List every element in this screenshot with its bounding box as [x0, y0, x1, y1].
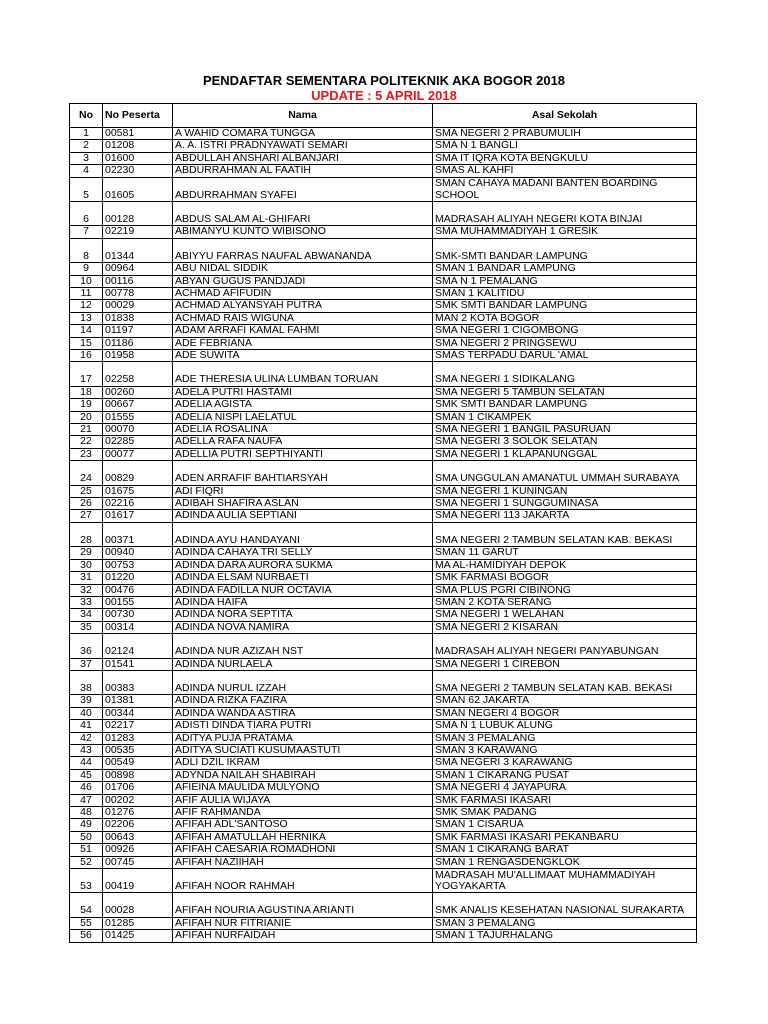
cell-no: 43	[70, 744, 103, 756]
cell-asal-sekolah: SMAN 3 KARAWANG	[433, 744, 697, 756]
table-row	[70, 275, 697, 287]
table-row	[70, 893, 697, 917]
cell-asal-sekolah: SMAN NEGERI 4 BOGOR	[433, 707, 697, 719]
cell-no: 19	[70, 399, 103, 411]
cell-no-peserta: 01208	[103, 140, 173, 152]
cell-nama: ADLI DZIL IKRAM	[173, 757, 433, 769]
cell-no: 10	[70, 275, 103, 287]
cell-asal-sekolah: SMA NEGERI 1 KUNINGAN	[433, 485, 697, 497]
table-row	[70, 362, 697, 386]
table-row	[70, 325, 697, 337]
cell-no: 51	[70, 844, 103, 856]
cell-no: 49	[70, 819, 103, 831]
cell-no-peserta: 02219	[103, 226, 173, 238]
cell-asal-sekolah: SMAN 3 PEMALANG	[433, 917, 697, 929]
cell-no-peserta: 00535	[103, 744, 173, 756]
table-row	[70, 744, 697, 756]
cell-nama: ADIBAH SHAFIRA ASLAN	[173, 498, 433, 510]
table-row	[70, 263, 697, 275]
cell-asal-sekolah: SMK SMTI BANDAR LAMPUNG	[433, 399, 697, 411]
table-row	[70, 140, 697, 152]
cell-asal-sekolah: SMAN 1 CIKARANG PUSAT	[433, 769, 697, 781]
cell-asal-sekolah: SMA N 1 LUBUK ALUNG	[433, 720, 697, 732]
cell-nama: A WAHID COMARA TUNGGA	[173, 128, 433, 140]
cell-no: 14	[70, 325, 103, 337]
table-row	[70, 559, 697, 571]
cell-nama: ADINDA DARA AURORA SUKMA	[173, 559, 433, 571]
cell-no-peserta: 01285	[103, 917, 173, 929]
cell-nama: ADINDA NURLAELA	[173, 658, 433, 670]
cell-asal-sekolah: SMA NEGERI 2 TAMBUN SELATAN KAB. BEKASI	[433, 670, 697, 694]
table-row	[70, 202, 697, 226]
cell-asal-sekolah: SMK FARMASI IKASARI	[433, 794, 697, 806]
cell-no: 15	[70, 337, 103, 349]
cell-no: 7	[70, 226, 103, 238]
cell-asal-sekolah: SMA NEGERI 2 TAMBUN SELATAN KAB. BEKASI	[433, 522, 697, 546]
cell-no-peserta: 01220	[103, 572, 173, 584]
cell-no: 22	[70, 436, 103, 448]
cell-nama: ADE SUWITA	[173, 350, 433, 362]
cell-no-peserta: 01425	[103, 930, 173, 942]
cell-nama: ADINDA NORA SEPTITA	[173, 609, 433, 621]
table-row	[70, 350, 697, 362]
cell-asal-sekolah: SMAN 1 BANDAR LAMPUNG	[433, 263, 697, 275]
cell-nama: ADINDA AYU HANDAYANI	[173, 522, 433, 546]
cell-asal-sekolah: SMA N 1 PEMALANG	[433, 275, 697, 287]
table-row	[70, 621, 697, 633]
table-row	[70, 844, 697, 856]
cell-no: 32	[70, 584, 103, 596]
table-row	[70, 930, 697, 942]
cell-asal-sekolah: SMAN 3 PEMALANG	[433, 732, 697, 744]
cell-nama: AFIEINA MAULIDA MULYONO	[173, 782, 433, 794]
table-row	[70, 769, 697, 781]
cell-no: 25	[70, 485, 103, 497]
cell-no-peserta: 00344	[103, 707, 173, 719]
cell-nama: ADINDA AULIA SEPTIANI	[173, 510, 433, 522]
cell-no: 2	[70, 140, 103, 152]
cell-asal-sekolah: MADRASAH MU'ALLIMAAT MUHAMMADIYAH YOGYAKARTA	[433, 869, 697, 893]
table-row	[70, 806, 697, 818]
cell-asal-sekolah: MA AL-HAMIDIYAH DEPOK	[433, 559, 697, 571]
cell-asal-sekolah: SMA N 1 BANGLI	[433, 140, 697, 152]
table-row	[70, 386, 697, 398]
cell-no: 45	[70, 769, 103, 781]
cell-no-peserta: 02217	[103, 720, 173, 732]
cell-no: 30	[70, 559, 103, 571]
cell-no-peserta: 00476	[103, 584, 173, 596]
cell-no: 21	[70, 424, 103, 436]
cell-no-peserta: 01617	[103, 510, 173, 522]
cell-asal-sekolah: SMAN 1 CIKARANG BARAT	[433, 844, 697, 856]
cell-no: 23	[70, 448, 103, 460]
cell-no: 6	[70, 202, 103, 226]
cell-nama: AFIFAH NOURIA AGUSTINA ARIANTI	[173, 893, 433, 917]
table-row	[70, 917, 697, 929]
cell-asal-sekolah: SMA NEGERI 3 SOLOK SELATAN	[433, 436, 697, 448]
cell-no: 52	[70, 856, 103, 868]
cell-asal-sekolah: SMAN 1 RENGASDENGKLOK	[433, 856, 697, 868]
cell-asal-sekolah: SMA NEGERI 1 BANGIL PASURUAN	[433, 424, 697, 436]
cell-no: 39	[70, 695, 103, 707]
cell-no: 4	[70, 165, 103, 177]
table-row	[70, 658, 697, 670]
cell-no-peserta: 00667	[103, 399, 173, 411]
cell-asal-sekolah: SMAN 2 KOTA SERANG	[433, 596, 697, 608]
cell-asal-sekolah: SMAN 62 JAKARTA	[433, 695, 697, 707]
cell-no: 47	[70, 794, 103, 806]
cell-no: 50	[70, 831, 103, 843]
cell-no-peserta: 00940	[103, 547, 173, 559]
cell-no-peserta: 01381	[103, 695, 173, 707]
cell-nama: ADINDA WANDA ASTIRA	[173, 707, 433, 719]
cell-no-peserta: 00745	[103, 856, 173, 868]
table-row	[70, 485, 697, 497]
cell-no: 18	[70, 386, 103, 398]
table-row	[70, 128, 697, 140]
table-row	[70, 720, 697, 732]
table-row	[70, 411, 697, 423]
cell-asal-sekolah: SMA UNGGULAN AMANATUL UMMAH SURABAYA	[433, 461, 697, 485]
cell-no-peserta: 01283	[103, 732, 173, 744]
cell-nama: ADINDA NUR AZIZAH NST	[173, 634, 433, 658]
cell-nama: ADINDA ELSAM NURBAETI	[173, 572, 433, 584]
cell-asal-sekolah: SMA NEGERI 2 PRABUMULIH	[433, 128, 697, 140]
cell-no: 26	[70, 498, 103, 510]
cell-no-peserta: 00116	[103, 275, 173, 287]
cell-asal-sekolah: SMA NEGERI 113 JAKARTA	[433, 510, 697, 522]
cell-no-peserta: 01344	[103, 238, 173, 262]
cell-no: 55	[70, 917, 103, 929]
cell-no-peserta: 01600	[103, 152, 173, 164]
cell-no-peserta: 01605	[103, 177, 173, 201]
column-header-asal-sekolah: Asal Sekolah	[433, 104, 697, 128]
table-row	[70, 300, 697, 312]
cell-no: 54	[70, 893, 103, 917]
cell-no: 13	[70, 312, 103, 324]
cell-no: 3	[70, 152, 103, 164]
cell-nama: ADINDA CAHAYA TRI SELLY	[173, 547, 433, 559]
cell-no-peserta: 00260	[103, 386, 173, 398]
cell-no-peserta: 00926	[103, 844, 173, 856]
cell-no-peserta: 01675	[103, 485, 173, 497]
table-row	[70, 177, 697, 201]
cell-no-peserta: 01186	[103, 337, 173, 349]
cell-nama: ADINDA NURUL IZZAH	[173, 670, 433, 694]
table-row	[70, 498, 697, 510]
cell-no-peserta: 00314	[103, 621, 173, 633]
cell-asal-sekolah: SMK SMAK PADANG	[433, 806, 697, 818]
cell-nama: ADELA PUTRI HASTAMI	[173, 386, 433, 398]
cell-asal-sekolah: SMK SMTI BANDAR LAMPUNG	[433, 300, 697, 312]
table-row	[70, 238, 697, 262]
update-date: UPDATE : 5 APRIL 2018	[311, 88, 457, 103]
cell-no-peserta: 00128	[103, 202, 173, 226]
table-row	[70, 288, 697, 300]
cell-asal-sekolah: SMAN 1 CISARUA	[433, 819, 697, 831]
table-row	[70, 831, 697, 843]
table-row	[70, 522, 697, 546]
cell-no-peserta: 02206	[103, 819, 173, 831]
cell-nama: ADINDA HAIFA	[173, 596, 433, 608]
table-row	[70, 572, 697, 584]
cell-asal-sekolah: SMA IT IQRA KOTA BENGKULU	[433, 152, 697, 164]
cell-no-peserta: 00829	[103, 461, 173, 485]
cell-asal-sekolah: MADRASAH ALIYAH NEGERI KOTA BINJAI	[433, 202, 697, 226]
cell-nama: ADINDA NOVA NAMIRA	[173, 621, 433, 633]
cell-no-peserta: 00155	[103, 596, 173, 608]
cell-nama: AFIFAH NUR FITRIANIE	[173, 917, 433, 929]
table-row	[70, 856, 697, 868]
cell-no: 41	[70, 720, 103, 732]
cell-no-peserta: 00549	[103, 757, 173, 769]
cell-nama: ADISTI DINDA TIARA PUTRI	[173, 720, 433, 732]
cell-no-peserta: 00753	[103, 559, 173, 571]
cell-no-peserta: 02216	[103, 498, 173, 510]
cell-nama: ACHMAD ALYANSYAH PUTRA	[173, 300, 433, 312]
cell-no-peserta: 00964	[103, 263, 173, 275]
cell-no-peserta: 02285	[103, 436, 173, 448]
cell-no: 37	[70, 658, 103, 670]
table-row	[70, 436, 697, 448]
cell-no: 53	[70, 869, 103, 893]
cell-no: 5	[70, 177, 103, 201]
cell-no: 56	[70, 930, 103, 942]
cell-nama: ADELLA RAFA NAUFA	[173, 436, 433, 448]
cell-no-peserta: 01197	[103, 325, 173, 337]
cell-asal-sekolah: SMAN 1 CIKAMPEK	[433, 411, 697, 423]
cell-nama: ABDULLAH ANSHARI ALBANJARI	[173, 152, 433, 164]
column-header-nama: Nama	[173, 104, 433, 128]
table-row	[70, 510, 697, 522]
cell-asal-sekolah: SMA MUHAMMADIYAH 1 GRESIK	[433, 226, 697, 238]
table-row	[70, 461, 697, 485]
cell-asal-sekolah: SMAS AL KAHFI	[433, 165, 697, 177]
cell-asal-sekolah: SMK ANALIS KESEHATAN NASIONAL SURAKARTA	[433, 893, 697, 917]
cell-asal-sekolah: SMAN 11 GARUT	[433, 547, 697, 559]
table-row	[70, 448, 697, 460]
cell-asal-sekolah: SMA NEGERI 2 PRINGSEWU	[433, 337, 697, 349]
cell-no-peserta: 01706	[103, 782, 173, 794]
table-row	[70, 782, 697, 794]
cell-asal-sekolah: SMA NEGERI 1 SIDIKALANG	[433, 362, 697, 386]
cell-nama: A. A. ISTRI PRADNYAWATI SEMARI	[173, 140, 433, 152]
cell-no-peserta: 02230	[103, 165, 173, 177]
cell-asal-sekolah: SMA NEGERI 1 WELAHAN	[433, 609, 697, 621]
table-row	[70, 609, 697, 621]
cell-no-peserta: 00070	[103, 424, 173, 436]
cell-asal-sekolah: SMA NEGERI 1 KLAPANUNGGAL	[433, 448, 697, 460]
table-row	[70, 732, 697, 744]
table-row	[70, 794, 697, 806]
cell-no: 24	[70, 461, 103, 485]
cell-no-peserta: 00202	[103, 794, 173, 806]
cell-nama: ABDUS SALAM AL-GHIFARI	[173, 202, 433, 226]
table-row	[70, 670, 697, 694]
cell-no-peserta: 00730	[103, 609, 173, 621]
cell-nama: AFIF RAHMANDA	[173, 806, 433, 818]
table-row	[70, 337, 697, 349]
cell-nama: ADYNDA NAILAH SHABIRAH	[173, 769, 433, 781]
cell-nama: ABIMANYU KUNTO WIBISONO	[173, 226, 433, 238]
cell-no: 28	[70, 522, 103, 546]
cell-asal-sekolah: SMA NEGERI 1 CIREBON	[433, 658, 697, 670]
table-row	[70, 584, 697, 596]
table-row	[70, 152, 697, 164]
table-row	[70, 312, 697, 324]
cell-no: 20	[70, 411, 103, 423]
cell-asal-sekolah: SMA NEGERI 2 KISARAN	[433, 621, 697, 633]
cell-no-peserta: 02124	[103, 634, 173, 658]
registrant-table	[69, 103, 697, 943]
table-row	[70, 399, 697, 411]
cell-nama: ACHMAD RAIS WIGUNA	[173, 312, 433, 324]
cell-asal-sekolah: SMA NEGERI 3 KARAWANG	[433, 757, 697, 769]
table-row	[70, 757, 697, 769]
table-body	[70, 128, 697, 943]
cell-no-peserta: 01838	[103, 312, 173, 324]
cell-no: 38	[70, 670, 103, 694]
table-row	[70, 819, 697, 831]
cell-nama: ADE FEBRIANA	[173, 337, 433, 349]
cell-no: 46	[70, 782, 103, 794]
cell-no: 16	[70, 350, 103, 362]
cell-nama: AFIFAH NURFAIDAH	[173, 930, 433, 942]
cell-no-peserta: 00581	[103, 128, 173, 140]
cell-no: 48	[70, 806, 103, 818]
cell-no: 42	[70, 732, 103, 744]
cell-no-peserta: 00778	[103, 288, 173, 300]
cell-nama: ABU NIDAL SIDDIK	[173, 263, 433, 275]
cell-nama: ADEN ARRAFIF BAHTIARSYAH	[173, 461, 433, 485]
cell-nama: AFIFAH NAZIIHAH	[173, 856, 433, 868]
cell-no-peserta: 00383	[103, 670, 173, 694]
cell-no: 29	[70, 547, 103, 559]
cell-no-peserta: 00371	[103, 522, 173, 546]
cell-no: 27	[70, 510, 103, 522]
cell-asal-sekolah: SMA PLUS PGRI CIBINONG	[433, 584, 697, 596]
cell-nama: ABDURRAHMAN AL FAATIH	[173, 165, 433, 177]
table-row	[70, 424, 697, 436]
column-header-no: No	[70, 104, 103, 128]
column-header-no-peserta: No Peserta	[103, 104, 173, 128]
table-row	[70, 547, 697, 559]
cell-nama: ABDURRAHMAN SYAFEI	[173, 177, 433, 201]
cell-nama: ADE THERESIA ULINA LUMBAN TORUAN	[173, 362, 433, 386]
cell-nama: ADINDA FADILLA NUR OCTAVIA	[173, 584, 433, 596]
cell-no: 44	[70, 757, 103, 769]
cell-no-peserta: 00643	[103, 831, 173, 843]
table-row	[70, 869, 697, 893]
cell-nama: ACHMAD AFIFUDIN	[173, 288, 433, 300]
cell-asal-sekolah: SMA NEGERI 4 JAYAPURA	[433, 782, 697, 794]
cell-nama: ADELLIA PUTRI SEPTHIYANTI	[173, 448, 433, 460]
table-row	[70, 634, 697, 658]
cell-no-peserta: 01555	[103, 411, 173, 423]
cell-nama: ADI FIQRI	[173, 485, 433, 497]
cell-no: 9	[70, 263, 103, 275]
cell-no-peserta: 02258	[103, 362, 173, 386]
cell-nama: AFIFAH ADL'SANTOSO	[173, 819, 433, 831]
cell-asal-sekolah: SMAN 1 TAJURHALANG	[433, 930, 697, 942]
table-header-row	[70, 104, 697, 128]
cell-asal-sekolah: SMK FARMASI BOGOR	[433, 572, 697, 584]
cell-no-peserta: 00898	[103, 769, 173, 781]
cell-no: 8	[70, 238, 103, 262]
cell-no-peserta: 01541	[103, 658, 173, 670]
cell-nama: ABYAN GUGUS PANDJADI	[173, 275, 433, 287]
cell-asal-sekolah: SMA NEGERI 1 SUNGGUMINASA	[433, 498, 697, 510]
cell-nama: ADITYA SUCIATI KUSUMAASTUTI	[173, 744, 433, 756]
cell-nama: ADITYA PUJA PRATAMA	[173, 732, 433, 744]
table-row	[70, 226, 697, 238]
cell-nama: ADELIA AGISTA	[173, 399, 433, 411]
cell-no-peserta: 01276	[103, 806, 173, 818]
cell-no-peserta: 00029	[103, 300, 173, 312]
cell-no-peserta: 00077	[103, 448, 173, 460]
cell-nama: ADELIA ROSALINA	[173, 424, 433, 436]
cell-no-peserta: 01958	[103, 350, 173, 362]
page-title: PENDAFTAR SEMENTARA POLITEKNIK AKA BOGOR 2018	[202, 73, 566, 88]
cell-nama: ADAM ARRAFI KAMAL FAHMI	[173, 325, 433, 337]
cell-no: 36	[70, 634, 103, 658]
cell-nama: AFIFAH AMATULLAH HERNIKA	[173, 831, 433, 843]
cell-asal-sekolah: MADRASAH ALIYAH NEGERI PANYABUNGAN	[433, 634, 697, 658]
cell-asal-sekolah: SMA NEGERI 5 TAMBUN SELATAN	[433, 386, 697, 398]
cell-nama: ADINDA RIZKA FAZIRA	[173, 695, 433, 707]
cell-no: 34	[70, 609, 103, 621]
cell-no: 1	[70, 128, 103, 140]
cell-asal-sekolah: MAN 2 KOTA BOGOR	[433, 312, 697, 324]
cell-no-peserta: 00419	[103, 869, 173, 893]
table-row	[70, 695, 697, 707]
table-row	[70, 707, 697, 719]
cell-nama: AFIF AULIA WIJAYA	[173, 794, 433, 806]
cell-nama: AFIFAH CAESARIA ROMADHONI	[173, 844, 433, 856]
cell-nama: ADELIA NISPI LAELATUL	[173, 411, 433, 423]
table-row	[70, 165, 697, 177]
cell-asal-sekolah: SMK-SMTI BANDAR LAMPUNG	[433, 238, 697, 262]
cell-no: 17	[70, 362, 103, 386]
cell-no: 33	[70, 596, 103, 608]
cell-nama: ABIYYU FARRAS NAUFAL ABWANANDA	[173, 238, 433, 262]
cell-no: 12	[70, 300, 103, 312]
cell-no-peserta: 00028	[103, 893, 173, 917]
cell-asal-sekolah: SMAN 1 KALITIDU	[433, 288, 697, 300]
table-row	[70, 596, 697, 608]
cell-nama: AFIFAH NOOR RAHMAH	[173, 869, 433, 893]
cell-asal-sekolah: SMAN CAHAYA MADANI BANTEN BOARDING SCHOOL	[433, 177, 697, 201]
cell-asal-sekolah: SMAS TERPADU DARUL 'AMAL	[433, 350, 697, 362]
cell-asal-sekolah: SMK FARMASI IKASARI PEKANBARU	[433, 831, 697, 843]
cell-no: 11	[70, 288, 103, 300]
cell-no: 40	[70, 707, 103, 719]
cell-no: 31	[70, 572, 103, 584]
cell-no: 35	[70, 621, 103, 633]
cell-asal-sekolah: SMA NEGERI 1 CIGOMBONG	[433, 325, 697, 337]
